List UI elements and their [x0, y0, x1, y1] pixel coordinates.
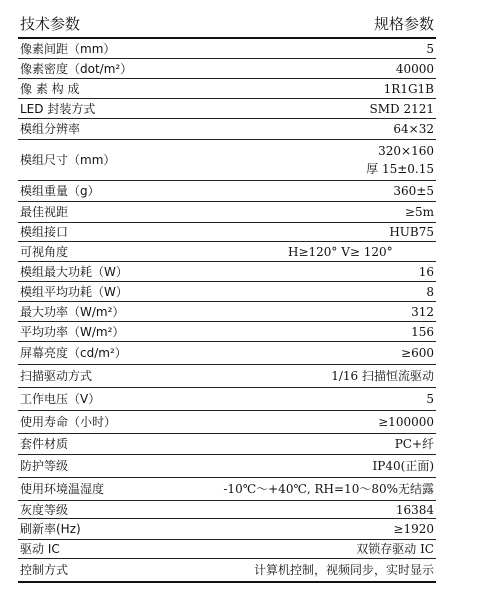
table-row	[18, 38, 436, 59]
row-label: LED 封装方式	[18, 99, 218, 119]
row-label: 平均功率（W/m²）	[18, 322, 218, 342]
row-label: 控制方式	[18, 559, 218, 583]
row-label: 最佳视距	[18, 202, 218, 223]
row-label: 像素密度（dot/m²）	[18, 59, 218, 79]
row-label: 像 素 构 成	[18, 79, 218, 99]
table-row	[18, 540, 436, 559]
row-label: 套件材质	[18, 434, 218, 455]
row-label: 工作电压（V）	[18, 388, 218, 411]
table-row	[18, 242, 436, 262]
row-value: 1/16 扫描恒流驱动	[218, 365, 436, 388]
row-value: 5	[218, 38, 436, 59]
row-value: 312	[218, 302, 436, 322]
table-row	[18, 302, 436, 322]
row-value: ≥100000	[218, 411, 436, 434]
row-label: 最大功率（W/m²）	[18, 302, 218, 322]
param-header: 技术参数	[18, 10, 218, 38]
row-label: 模组平均功耗（W）	[18, 282, 218, 302]
row-label: 驱动 IC	[18, 540, 218, 559]
row-value: 1R1G1B	[218, 79, 436, 99]
row-value: 40000	[218, 59, 436, 79]
row-label: 屏幕亮度（cd/m²）	[18, 342, 218, 365]
table-row	[18, 478, 436, 501]
row-value: 156	[218, 322, 436, 342]
table-row	[18, 140, 436, 181]
row-label: 模组重量（g）	[18, 181, 218, 202]
row-value: HUB75	[218, 223, 436, 242]
row-label: 模组分辨率	[18, 119, 218, 140]
row-value: 双锁存驱动 IC	[218, 540, 436, 559]
row-value: -10℃～+40℃, RH=10～80%无结露	[218, 478, 436, 501]
row-label: 可视角度	[18, 242, 218, 262]
module-size-thickness: 厚 15±0.15	[366, 162, 434, 176]
row-value: 16384	[218, 501, 436, 519]
table-row	[18, 202, 436, 223]
row-value: 5	[218, 388, 436, 411]
module-size-dimensions: 320×160	[378, 144, 434, 158]
row-label: 刷新率(Hz)	[18, 519, 218, 540]
table-row	[18, 223, 436, 242]
table-row	[18, 455, 436, 478]
row-label: 模组接口	[18, 223, 218, 242]
table-row	[18, 501, 436, 519]
row-value: IP40(正面)	[218, 455, 436, 478]
row-value: 360±5	[218, 181, 436, 202]
table-row	[18, 99, 436, 119]
table-row	[18, 262, 436, 282]
row-value: PC+纤	[218, 434, 436, 455]
row-label: 防护等级	[18, 455, 218, 478]
row-value: SMD 2121	[218, 99, 436, 119]
table-row	[18, 322, 436, 342]
row-value	[218, 140, 436, 181]
row-value: 64×32	[218, 119, 436, 140]
row-value: 计算机控制，视频同步，实时显示	[218, 559, 436, 583]
table-row	[18, 119, 436, 140]
row-value: H≥120° V≥ 120°	[218, 242, 436, 262]
row-label: 灰度等级	[18, 501, 218, 519]
row-label: 模组最大功耗（W）	[18, 262, 218, 282]
spec-header: 规格参数	[218, 10, 436, 38]
table-row	[18, 559, 436, 583]
row-value: 16	[218, 262, 436, 282]
table-row	[18, 365, 436, 388]
table-row	[18, 59, 436, 79]
row-value: ≥600	[218, 342, 436, 365]
row-label: 扫描驱动方式	[18, 365, 218, 388]
table-row	[18, 388, 436, 411]
row-value: ≥1920	[218, 519, 436, 540]
table-row	[18, 181, 436, 202]
table-row	[18, 434, 436, 455]
table-row	[18, 282, 436, 302]
row-label: 使用环境温湿度	[18, 478, 218, 501]
table-row	[18, 411, 436, 434]
row-label: 模组尺寸（mm）	[18, 140, 218, 181]
table-row	[18, 79, 436, 99]
row-value: 8	[218, 282, 436, 302]
table-header-row	[18, 10, 436, 38]
table-row	[18, 519, 436, 540]
row-label: 像素间距（mm）	[18, 38, 218, 59]
row-value: ≥5m	[218, 202, 436, 223]
spec-table	[18, 10, 436, 583]
table-row	[18, 342, 436, 365]
row-label: 使用寿命（小时）	[18, 411, 218, 434]
